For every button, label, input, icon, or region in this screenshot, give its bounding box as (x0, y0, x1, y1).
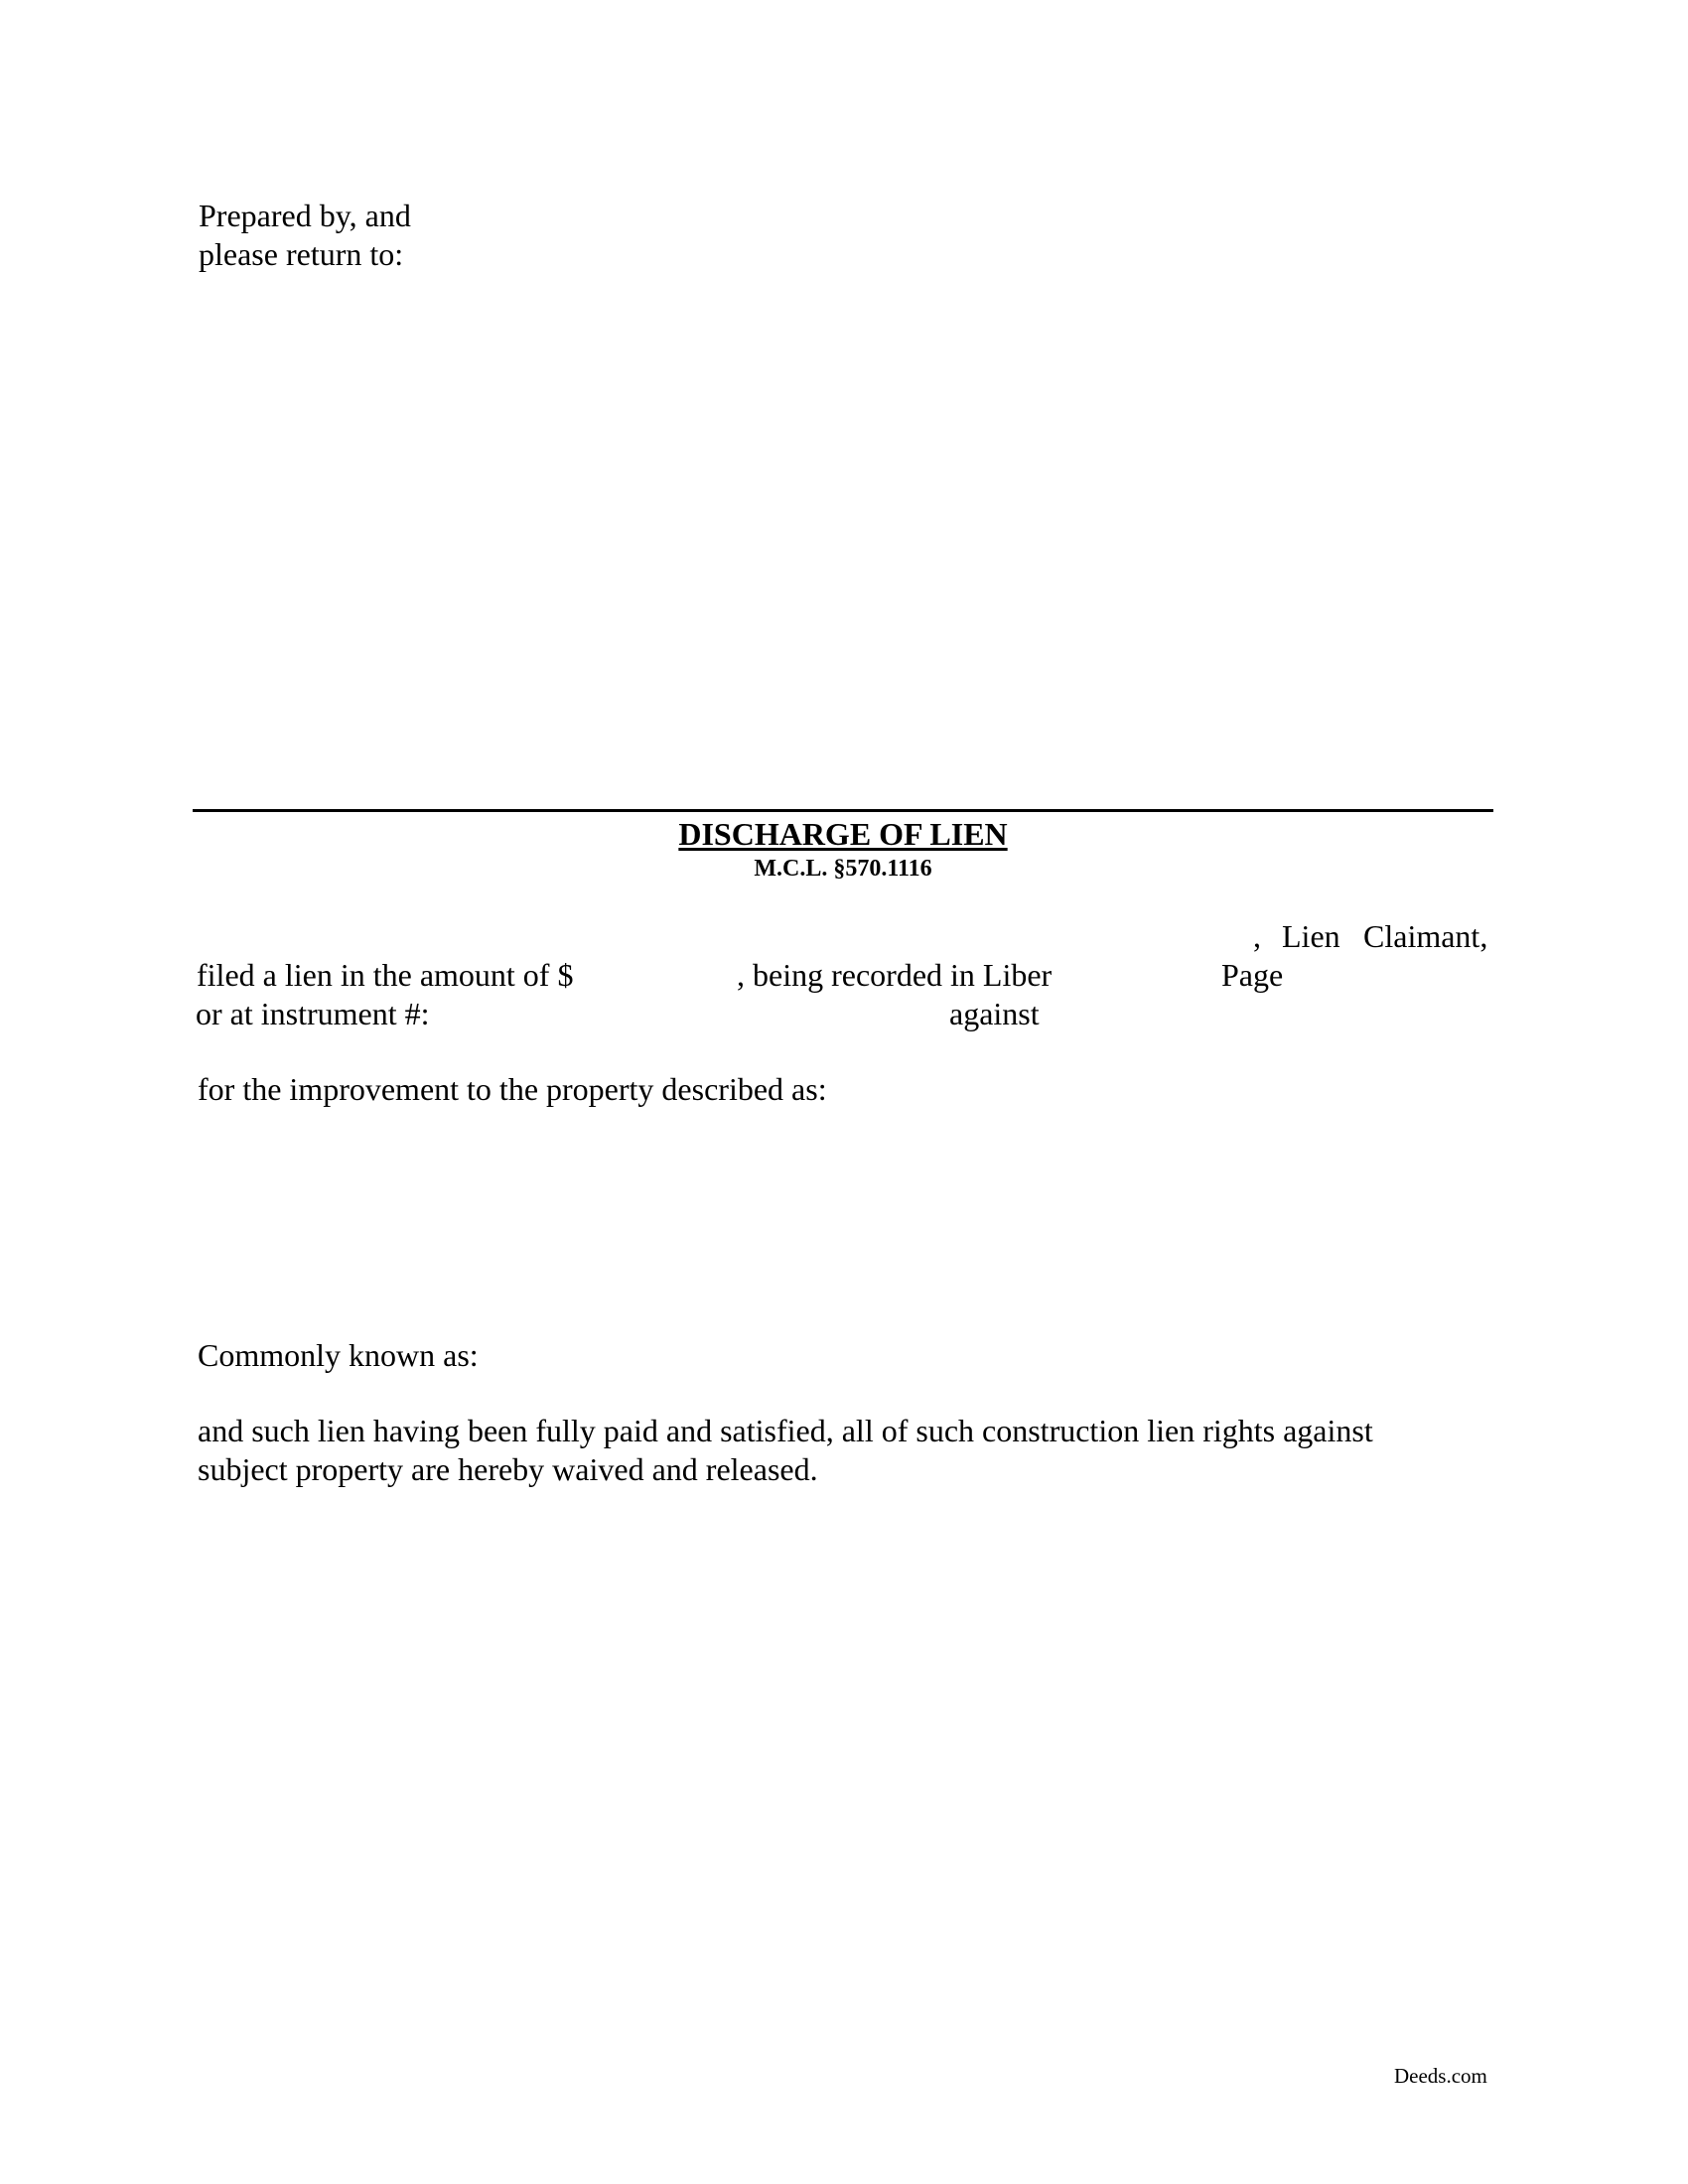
prepared-by-line: Prepared by, and (199, 198, 411, 233)
claimant-comma: , (1253, 918, 1261, 954)
claimant-label: Claimant, (1363, 918, 1488, 954)
statute-reference: M.C.L. §570.1116 (754, 856, 932, 882)
document-title: DISCHARGE OF LIEN (678, 816, 1008, 852)
instrument-number-label: or at instrument #: (196, 996, 430, 1031)
lien-word: Lien (1282, 918, 1340, 954)
return-to-line: please return to: (199, 236, 404, 272)
commonly-known-label: Commonly known as: (198, 1337, 479, 1373)
property-description-label: for the improvement to the property described as: (198, 1071, 827, 1107)
satisfaction-statement-line1: and such lien having been fully paid and satisfied, all of such construction lien rights against (198, 1413, 1373, 1448)
filed-lien-amount-label: filed a lien in the amount of $ (197, 957, 574, 993)
prepared-by-block (199, 197, 411, 274)
page-label: Page (1221, 957, 1284, 993)
footer-brand: Deeds.com (1394, 2064, 1487, 2088)
recorded-liber-label: , being recorded in Liber (737, 957, 1053, 993)
against-label: against (949, 996, 1040, 1031)
satisfaction-statement-line2: subject property are hereby waived and released. (198, 1451, 818, 1487)
title-divider (193, 809, 1493, 812)
